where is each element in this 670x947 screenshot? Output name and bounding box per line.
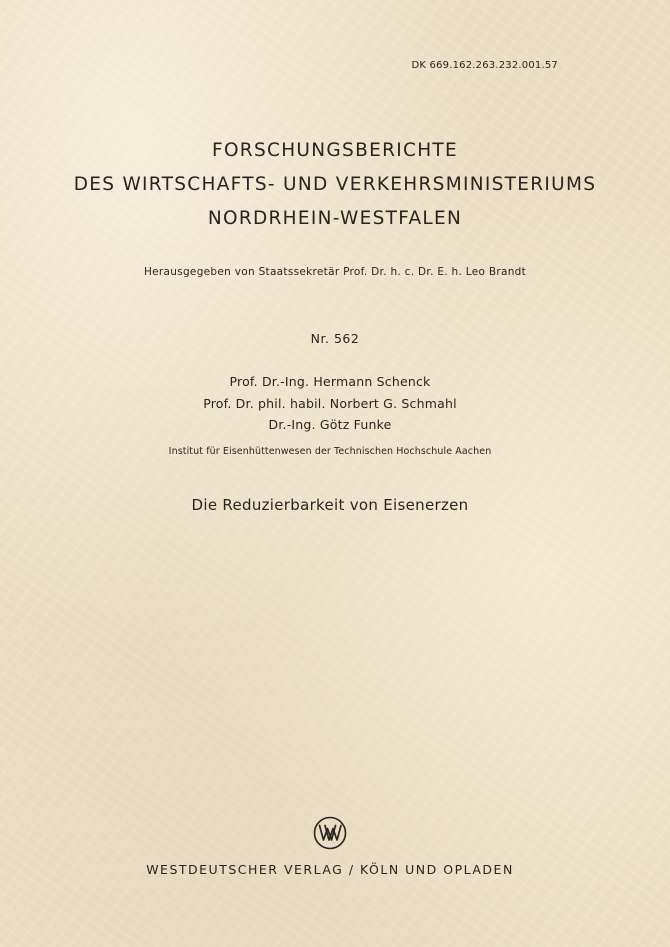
series-title-line-1: FORSCHUNGSBERICHTE	[212, 140, 458, 161]
author-name: Prof. Dr.-Ing. Hermann Schenck	[229, 374, 431, 389]
editor-line: Herausgegeben von Staatssekretär Prof. Dr. h. c. Dr. E. h. Leo Brandt	[143, 266, 527, 278]
author-list	[0, 371, 660, 436]
series-title	[0, 134, 670, 236]
author-name: Prof. Dr. phil. habil. Norbert G. Schmahl	[203, 395, 457, 411]
author-name: Dr.-Ing. Götz Funke	[268, 417, 392, 432]
publisher-logo-icon	[313, 816, 347, 850]
publisher-name: WESTDEUTSCHER VERLAG / KÖLN UND OPLADEN	[146, 862, 514, 877]
classification-number: DK 669.162.263.232.001.57	[411, 60, 558, 71]
institute-name: Institut für Eisenhüttenwesen der Technischen Hochschule Aachen	[168, 446, 492, 457]
series-title-line-3: NORDRHEIN-WESTFALEN	[207, 208, 463, 229]
series-title-line-2: DES WIRTSCHAFTS- UND VERKEHRSMINISTERIUMS	[73, 174, 597, 195]
work-title: Die Reduzierbarkeit von Eisenerzen	[191, 496, 469, 514]
volume-number: Nr. 562	[310, 331, 360, 346]
